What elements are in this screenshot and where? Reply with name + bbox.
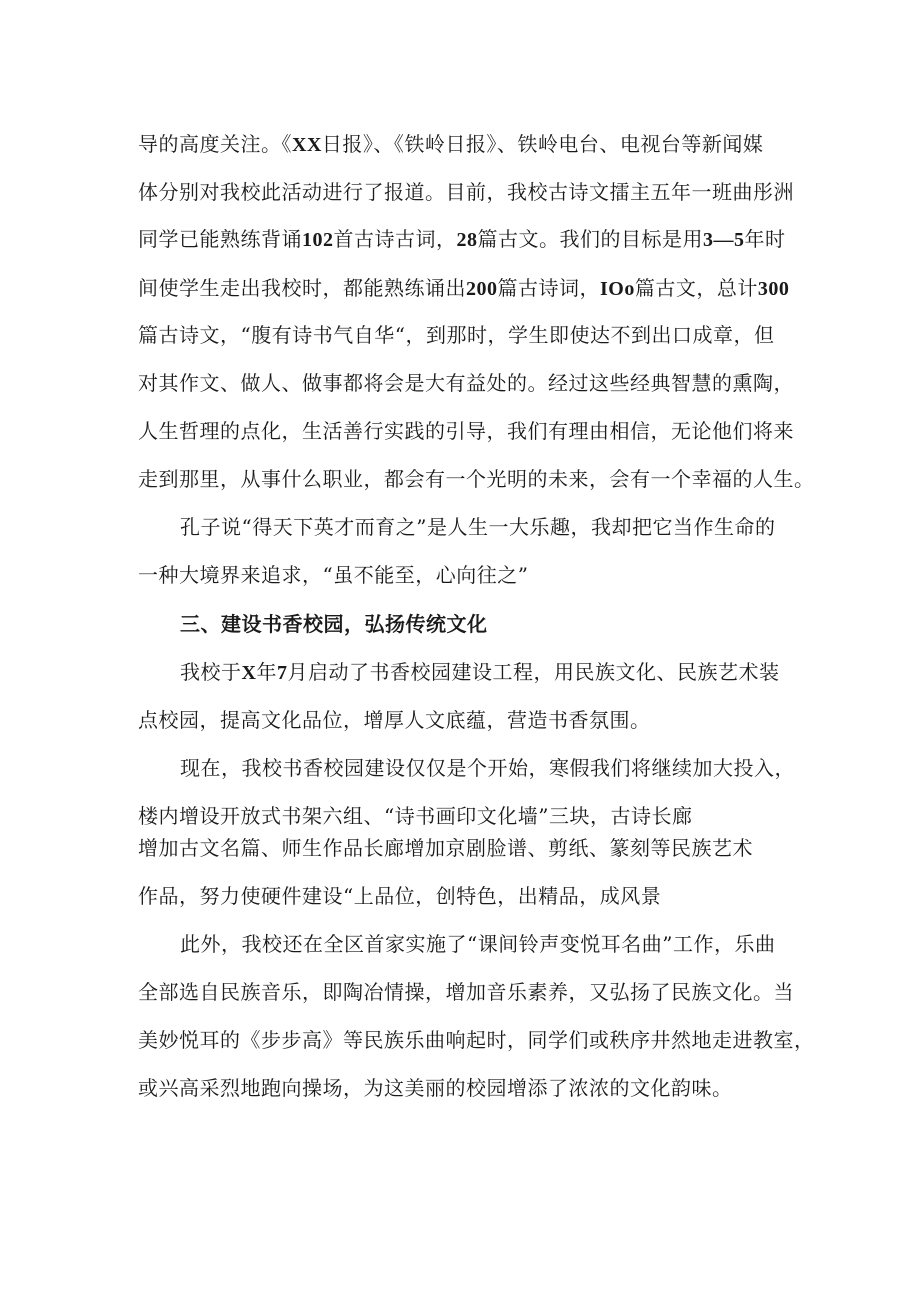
para1-line4: 间使学生走出我校时，都能熟练诵出200篇古诗词，IOo篇古文，总计300 (138, 276, 790, 300)
para1-line1: 导的高度关注。《XX日报》、《铁岭日报》、铁岭电台、电视台等新闻媒 (138, 132, 764, 156)
para1-line5: 篇古诗文，“腹有诗书气自华“，到那时，学生即使达不到出口成章，但 (138, 323, 775, 347)
para1-line7: 人生哲理的点化，生活善行实践的引导，我们有理由相信，无论他们将来 (138, 419, 794, 443)
section-heading: 三、建设书香校园，弘扬传统文化 (180, 612, 488, 636)
para4-line1: 现在，我校书香校园建设仅仅是个开始，寒假我们将继续加大投入， (180, 756, 795, 780)
para2-line1: 孔子说“得天下英才而育之”是人生一大乐趣，我却把它当作生命的 (180, 515, 776, 539)
para1-line8: 走到那里，从事什么职业，都会有一个光明的未来，会有一个幸福的人生。 (138, 467, 815, 491)
para3-line1: 我校于X年7月启动了书香校园建设工程，用民族文化、民族艺术装 (180, 660, 780, 684)
para5-line4: 或兴高采烈地跑向操场，为这美丽的校园增添了浓浓的文化韵味。 (138, 1076, 733, 1100)
para4-line2: 楼内增设开放式书架六组、“诗书画印文化墙”三块，古诗长廊 (138, 804, 693, 828)
para4-line3: 增加古文名篇、师生作品长廊增加京剧脸谱、剪纸、篆刻等民族艺术 (138, 836, 753, 860)
para5-line3: 美妙悦耳的《步步高》等民族乐曲响起时，同学们或秩序井然地走进教室， (138, 1028, 815, 1052)
para1-line6: 对其作文、做人、做事都将会是大有益处的。经过这些经典智慧的熏陶， (138, 371, 794, 395)
para2-line2: 一种大境界来追求，“虽不能至，心向往之” (138, 563, 529, 587)
para1-line3: 同学已能熟练背诵102首古诗古词，28篇古文。我们的目标是用3—5年时 (138, 227, 786, 251)
para1-line2: 体分别对我校此活动进行了报道。目前，我校古诗文擂主五年一班曲彤洲 (138, 180, 794, 204)
para3-line2: 点校园，提高文化品位，增厚人文底蕴，营造书香氛围。 (138, 708, 651, 732)
para5-line1: 此外，我校还在全区首家实施了“课间铃声变悦耳名曲”工作，乐曲 (180, 932, 776, 956)
para5-line2: 全部选自民族音乐，即陶冶情操，增加音乐素养，又弘扬了民族文化。当 (138, 980, 794, 1004)
para4-line4: 作品，努力使硬件建设“上品位，创特色，出精品，成风景 (138, 884, 662, 908)
